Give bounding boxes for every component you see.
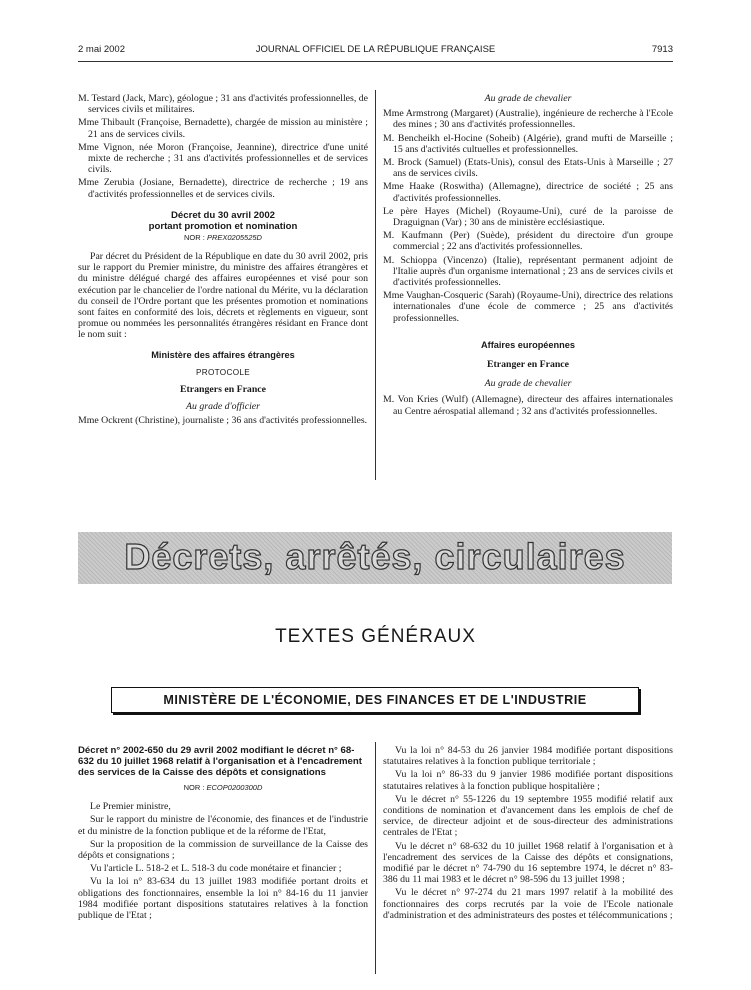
banner-title: Décrets, arrêtés, circulaires (124, 536, 626, 577)
nor-reference (78, 782, 368, 793)
section-heading: Affaires européennes (481, 339, 575, 350)
nor-code: PREX0205525D (206, 232, 262, 242)
page-header (78, 44, 673, 60)
header-date: 2 mai 2002 (78, 44, 126, 55)
list-item: M. Bencheikh el-Hocine (Soheib) (Algérie), grand mufti de Marseille ; 15 ans d'activités cultuelles et professionnelles. (383, 132, 673, 155)
list-item: Mme Vignon, née Moron (Françoise, Jeannine), directrice d'une unité mixte de recherche ; 31 ans d'activités professionnelles et de services civils. (78, 141, 368, 176)
list-item: M. Kaufmann (Per) (Suède), président du directoire d'un groupe commercial ; 22 ans d'activités professionnelles. (383, 230, 673, 253)
nor-code: ECOP0200300D (206, 783, 263, 792)
grade-heading: Au grade de chevalier (484, 378, 572, 390)
header-page-number: 7913 (651, 44, 673, 55)
list-item: M. Von Kries (Wulf) (Allemagne), directeur des affaires internationales au Centre aérospatial allemand ; 32 ans d'activités professionnelles. (383, 394, 673, 417)
list-item: Mme Armstrong (Margaret) (Australie), ingénieure de recherche à l'Ecole des mines ; 30 ans d'activités professionnelles. (383, 108, 673, 131)
decree-paragraph: Vu la loi n° 84-53 du 26 janvier 1984 modifiée portant dispositions statutaires relatives à la fonction publique territoriale ; (383, 745, 673, 768)
protocole-heading: PROTOCOLE (196, 367, 250, 377)
subsection-heading: Etranger en France (487, 359, 569, 371)
grade-heading: Au grade d'officier (186, 401, 260, 413)
decree-paragraph: Vu le décret n° 68-632 du 10 juillet 1968 relatif à l'organisation et à l'encadrement des services de la Caisse des dépôts et consignations, modifié par le décret n° 74-790 du 16 septembre 1974, le décret n° 83-386 du 11 mai 1983 et le décret n° 98-596 du 13 juillet 1998 ; (383, 840, 673, 886)
bottom-right-column (383, 745, 673, 923)
decree-paragraph: Vu le décret n° 55-1226 du 19 septembre 1955 modifié relatif aux conditions de nomination et d'avancement dans les emplois de chef de service, de directeur adjoint et de sous-directeur des administrations centrales de l'Etat ; (383, 793, 673, 839)
textes-generaux-heading: TEXTES GÉNÉRAUX (275, 626, 476, 647)
decree-paragraph: Vu la loi n° 86-33 du 9 janvier 1986 modifiée portant dispositions statutaires relatives à la fonction publique hospitalière ; (383, 769, 673, 792)
column-divider (375, 742, 376, 974)
list-item: M. Schioppa (Vincenzo) (Italie), représentant permanent adjoint de l'Italie auprès d'un organisme international ; 23 ans de services civils et d'activités professionnelles. (383, 254, 673, 289)
list-item: Le père Hayes (Michel) (Royaume-Uni), curé de la paroisse de Draguignan (Var) ; 30 ans de ministère ecclésiastique. (383, 205, 673, 229)
decree-paragraph: Par décret du Président de la République en date du 30 avril 2002, pris sur le rapport du Premier ministre, du ministre des affaires étrangères et du ministre délégué chargé des affaires européennes et visé pour son exécution par le chancelier de l'ordre national du Mérite, vu la déclaration du conseil de l'Ordre portant que les présentes promotion et nominations sont faites en conformité des lois, décrets et règlements en vigueur, sont promue ou nommées les personnalités étrangères résidant en France dont le nom suit : (78, 251, 368, 341)
decree-paragraph: Vu la loi n° 83-634 du 13 juillet 1983 modifiée portant droits et obligations des fonctionnaires, ensemble la loi n° 84-16 du 11 janvier 1984 modifiée portant dispositions statutaires relatives à la fonction publique de l'Etat ; (78, 876, 368, 922)
bottom-left-column (78, 745, 368, 923)
grade-heading: Au grade de chevalier (484, 93, 572, 104)
section-heading: Etrangers en France (180, 384, 266, 396)
decree-title: Décret du 30 avril 2002 (171, 209, 275, 221)
ministry-heading: Ministère des affaires étrangères (151, 349, 295, 360)
nor-label: NOR : (183, 783, 207, 792)
decree-subtitle: portant promotion et nomination (148, 220, 298, 232)
section-banner (78, 532, 672, 584)
list-item: M. Testard (Jack, Marc), géologue ; 31 ans d'activités professionnelles, de services civils et militaires. (78, 93, 368, 116)
nor-label: NOR : (184, 232, 207, 242)
ministry-box-title: MINISTÈRE DE L'ÉCONOMIE, DES FINANCES ET DE L'INDUSTRIE (163, 693, 587, 707)
list-item: M. Brock (Samuel) (Etats-Unis), consul des Etats-Unis à Marseille ; 27 ans de services civils. (383, 157, 673, 180)
list-item: Mme Ockrent (Christine), journaliste ; 36 ans d'activités professionnelles. (78, 415, 368, 427)
ministry-box (111, 687, 639, 713)
top-left-column (78, 93, 368, 429)
decree-paragraph: Vu le décret n° 97-274 du 21 mars 1997 relatif à la mobilité des fonctionnaires des corps recrutés par la voie de l'Ecole nationale d'administration et des administrateurs des postes et télécommunications ; (383, 887, 673, 921)
decree-paragraph: Sur la proposition de la commission de surveillance de la Caisse des dépôts et consignations ; (78, 838, 368, 862)
decree-title: Décret n° 2002-650 du 29 avril 2002 modifiant le décret n° 68-632 du 10 juillet 1968 relatif à l'organisation et à l'encadrement des services de la Caisse des dépôts et consignations (78, 745, 362, 778)
header-journal-title: JOURNAL OFFICIEL DE LA RÉPUBLIQUE FRANÇAISE (255, 44, 496, 55)
decree-paragraph: Sur le rapport du ministre de l'économie, des finances et de l'industrie et du ministre de la fonction publique et de la réforme de l'Etat, (78, 814, 368, 837)
column-divider (375, 90, 376, 480)
list-item: Mme Zerubia (Josiane, Bernadette), directrice de recherche ; 19 ans d'activités professionnelles et de services civils. (78, 177, 368, 200)
top-right-column (383, 93, 673, 419)
decree-paragraph: Vu l'article L. 518-2 et L. 518-3 du code monétaire et financier ; (90, 863, 342, 875)
nor-reference (78, 232, 368, 243)
list-item: Mme Vaughan-Cosqueric (Sarah) (Royaume-Uni), directrice des relations internationales d'une école de commerce ; 25 ans d'activités professionnelles. (383, 290, 673, 324)
list-item: Mme Haake (Roswitha) (Allemagne), directrice de société ; 25 ans d'activités professionnelles. (383, 181, 673, 204)
list-item: Mme Thibault (Françoise, Bernadette), chargée de mission au ministère ; 21 ans de services civils. (78, 117, 368, 140)
decree-paragraph: Le Premier ministre, (90, 801, 171, 813)
header-rule (78, 61, 673, 62)
